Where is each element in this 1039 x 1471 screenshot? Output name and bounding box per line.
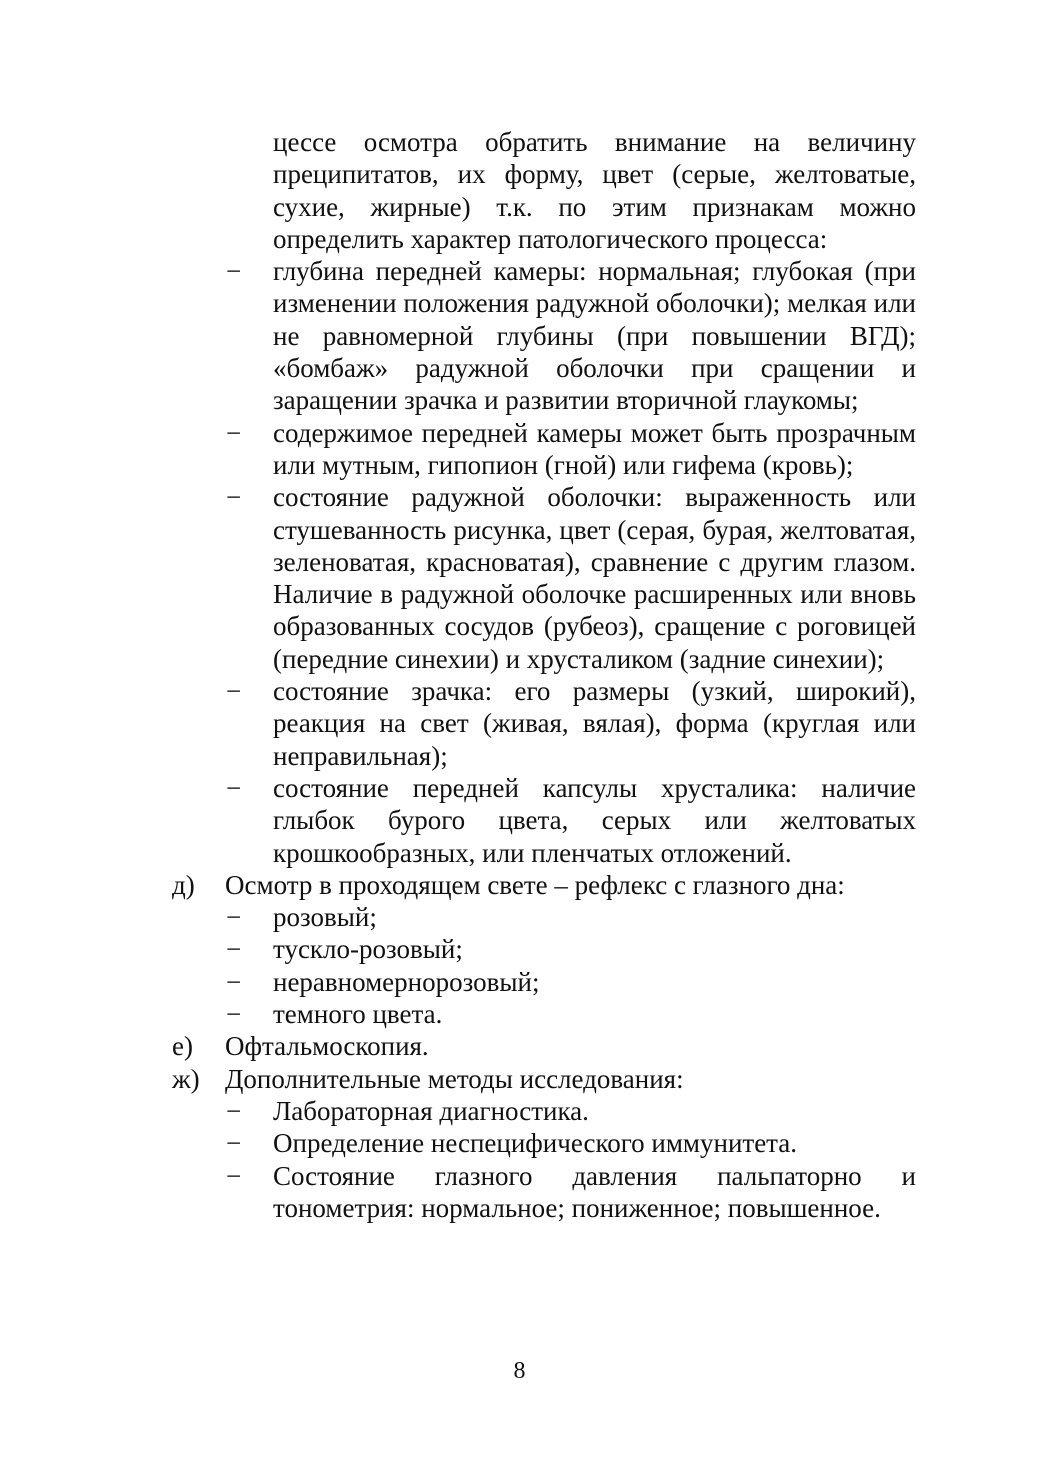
list-item	[226, 1160, 916, 1225]
list-item-text: содержимое передней камеры может быть прозрачным или мутным, гипопион (гной) или гифема (кровь);	[273, 417, 916, 480]
dash-bullet: −	[226, 902, 242, 933]
list-item-text: тускло-розовый;	[273, 934, 463, 965]
list-item-text: состояние радужной оболочки: выраженность или стушеванность рисунка, цвет (серая, бурая, желтоватая, зеленоватая, красноватая), сравнение с другим глазом. Наличие в радужной оболочке расширенных или вновь образованных сосудов (рубеоз), сращение с роговицей (передние синехии) и хрусталиком (задние синехии);	[273, 482, 916, 674]
list-item-text: темного цвета.	[273, 999, 443, 1030]
list-item	[226, 1127, 916, 1159]
list-item-text: состояние передней капсулы хрусталика: наличие глыбок бурого цвета, серых или желтоватых крошкообразных, или пленчатых отложений.	[273, 772, 916, 868]
list-item-text: розовый;	[273, 902, 377, 933]
list-item	[226, 998, 916, 1030]
list-item-text: Определение неспецифического иммунитета.	[273, 1128, 798, 1159]
list-item-text: Лабораторная диагностика.	[273, 1095, 589, 1126]
section-zh	[172, 1063, 916, 1095]
section-d-list	[172, 901, 916, 1030]
section-heading: Офтальмоскопия.	[225, 1031, 429, 1062]
page-content	[172, 126, 916, 1224]
list-item-text: состояние зрачка: его размеры (узкий, широкий), реакция на свет (живая, вялая), форма (круглая или неправильная);	[273, 676, 916, 771]
list-item	[226, 417, 916, 482]
dash-bullet: −	[226, 999, 242, 1030]
list-item-text: неравномернорозовый;	[273, 966, 540, 997]
list-item	[226, 1095, 916, 1127]
list-item	[226, 966, 916, 998]
dash-bullet: −	[226, 482, 242, 513]
dash-bullet: −	[226, 256, 242, 287]
section-letter: е)	[172, 1031, 193, 1062]
dash-bullet: −	[226, 417, 242, 448]
dash-bullet: −	[226, 966, 242, 997]
section-zh-list	[172, 1095, 916, 1224]
section-e	[172, 1030, 916, 1062]
dash-bullet: −	[226, 1095, 242, 1126]
list-item-text: глубина передней камеры: нормальная; глубокая (при изменении положения радужной оболочки); мелкая или не равномерной глубины (при повышении ВГД); «бомбаж» радужной оболочки при сращении и заращении зрачка и развитии вторичной глаукомы;	[273, 256, 916, 416]
list-item	[226, 481, 916, 675]
section-heading: Дополнительные методы исследования:	[225, 1063, 684, 1094]
section-heading: Осмотр в проходящем свете – рефлекс с глазного дна:	[225, 869, 845, 900]
dash-bullet: −	[226, 1128, 242, 1159]
page-number: 8	[513, 1358, 526, 1384]
dash-bullet: −	[226, 772, 242, 803]
list-item	[226, 255, 916, 416]
intro-paragraph: цессе осмотра обратить внимание на величину преципитатов, их форму, цвет (серые, желтоватые, сухие, жирные) т.к. по этим признакам можно определить характер патологического процесса:	[273, 127, 916, 254]
section-d	[172, 869, 916, 901]
list-item	[226, 933, 916, 965]
dash-bullet: −	[226, 1160, 242, 1191]
list-item	[226, 901, 916, 933]
dash-bullet: −	[226, 676, 242, 707]
list-item	[226, 675, 916, 772]
section-letter: д)	[172, 869, 195, 900]
list-item-text: Состояние глазного давления пальпаторно и тонометрия: нормальное; пониженное; повышенное.	[273, 1160, 916, 1223]
dash-bullet: −	[226, 934, 242, 965]
section-letter: ж)	[172, 1063, 200, 1094]
list-item	[226, 772, 916, 869]
